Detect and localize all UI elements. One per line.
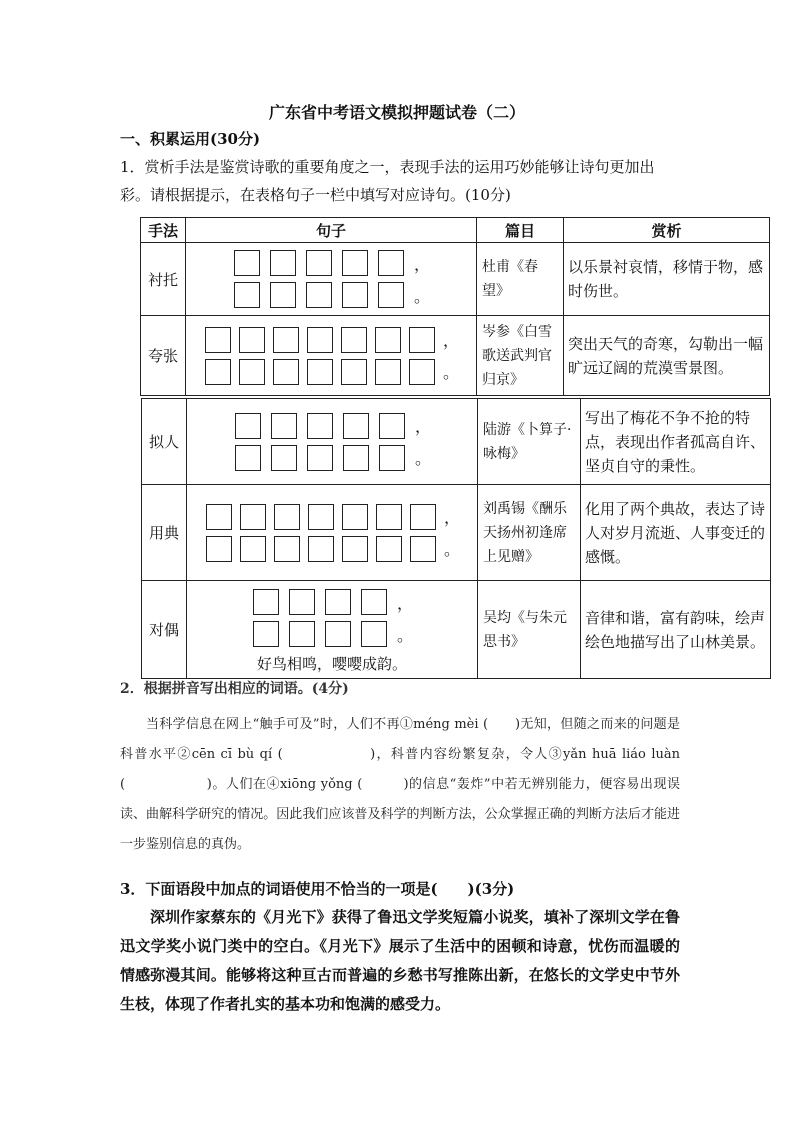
answer-box[interactable]	[234, 250, 260, 276]
answer-box[interactable]	[307, 327, 333, 353]
sentence-cell	[186, 243, 477, 316]
answer-box[interactable]	[307, 413, 333, 439]
table-row	[141, 316, 770, 396]
answer-box[interactable]	[270, 282, 296, 308]
answer-box[interactable]	[379, 413, 405, 439]
answer-box[interactable]	[376, 504, 402, 530]
source-cell: 刘禹锡《酬乐天扬州初逢席上见赠》	[478, 485, 581, 581]
source-cell: 杜甫《春望》	[477, 243, 564, 316]
header-technique: 手法	[141, 218, 186, 243]
appreciation-cell: 以乐景衬哀情，移情于物，感时伤世。	[564, 243, 770, 316]
answer-box[interactable]	[306, 282, 332, 308]
answer-box[interactable]	[239, 359, 265, 385]
answer-box[interactable]	[205, 359, 231, 385]
answer-box[interactable]	[342, 536, 368, 562]
source-cell: 岑参《白雪歌送武判官归京》	[477, 316, 564, 396]
answer-box[interactable]	[306, 250, 332, 276]
punctuation: ，	[414, 254, 431, 274]
answer-box[interactable]	[235, 445, 261, 471]
answer-box[interactable]	[274, 504, 300, 530]
header-appreciation: 赏析	[564, 218, 770, 243]
answer-box[interactable]	[307, 445, 333, 471]
answer-box[interactable]	[343, 413, 369, 439]
punctuation: ，	[444, 508, 461, 527]
given-line: 好鸟相鸣，嘤嘤成韵。	[256, 655, 407, 673]
technique-cell: 衬托	[141, 243, 186, 316]
answer-box[interactable]	[325, 589, 351, 615]
answer-box[interactable]	[271, 413, 297, 439]
question-2-heading: 2．根据拼音写出相应的词语。(4分)	[120, 681, 349, 697]
table-row	[142, 581, 771, 679]
answer-box[interactable]	[378, 282, 404, 308]
answer-box[interactable]	[273, 359, 299, 385]
answer-box[interactable]	[205, 327, 231, 353]
answer-box[interactable]	[270, 250, 296, 276]
source-cell: 吴均《与朱元思书》	[478, 581, 581, 679]
answer-box[interactable]	[234, 282, 260, 308]
answer-box[interactable]	[240, 536, 266, 562]
poetry-table-part2	[141, 398, 771, 679]
punctuation: ，	[397, 593, 414, 613]
answer-box[interactable]	[239, 327, 265, 353]
answer-box[interactable]	[379, 445, 405, 471]
answer-box[interactable]	[253, 621, 279, 647]
answer-box[interactable]	[253, 589, 279, 615]
answer-box[interactable]	[240, 504, 266, 530]
page-title: 广东省中考语文模拟押题试卷（二）	[268, 103, 525, 122]
table-row	[142, 485, 771, 581]
answer-box[interactable]	[410, 536, 436, 562]
question-2-text: 当科学信息在网上“触手可及”时，人们不再①méng mèi ( )无知，但随之而来的问题是科普水平②cēn cī bù qí ( )，科普内容纷繁复杂，令人③yǎn huā liáo luàn ( )。人们在④xiōng yǒng ( )的信息“轰炸”中若无辨别能力，便容易出现误读、曲解科学研究的情况。因此我们应该普及科学的判断方法，公众掌握正确的判断方法后才能进一步鉴别信息的真伪。	[120, 717, 680, 852]
sentence-cell	[187, 485, 478, 581]
answer-box[interactable]	[378, 250, 404, 276]
sentence-cell	[187, 581, 478, 679]
punctuation: 。	[414, 286, 431, 306]
answer-box[interactable]	[376, 536, 402, 562]
technique-cell: 用典	[142, 485, 187, 581]
punctuation: 。	[415, 449, 432, 468]
answer-box[interactable]	[206, 536, 232, 562]
answer-box[interactable]	[375, 327, 401, 353]
table-row	[142, 399, 771, 485]
answer-box[interactable]	[273, 327, 299, 353]
answer-box[interactable]	[235, 413, 261, 439]
appreciation-cell: 写出了梅花不争不抢的特点，表现出作者孤高自许、坚贞自守的秉性。	[581, 399, 771, 485]
answer-box[interactable]	[308, 536, 334, 562]
section-heading: 一、积累运用(30分)	[120, 130, 261, 148]
punctuation: 。	[443, 363, 460, 382]
appreciation-cell: 化用了两个典故，表达了诗人对岁月流逝、人事变迁的感慨。	[581, 485, 771, 581]
answer-box[interactable]	[274, 536, 300, 562]
answer-box[interactable]	[341, 327, 367, 353]
punctuation: ，	[415, 417, 432, 436]
question-3-heading: 3．下面语段中加点的词语使用不恰当的一项是( )(3分)	[120, 880, 515, 898]
technique-cell: 夸张	[141, 316, 186, 396]
answer-box[interactable]	[308, 504, 334, 530]
answer-box[interactable]	[375, 359, 401, 385]
technique-cell: 对偶	[142, 581, 187, 679]
source-cell: 陆游《卜算子·咏梅》	[478, 399, 581, 485]
answer-box[interactable]	[361, 589, 387, 615]
answer-box[interactable]	[289, 621, 315, 647]
technique-cell: 拟人	[142, 399, 187, 485]
header-source: 篇目	[477, 218, 564, 243]
punctuation: 。	[397, 625, 414, 645]
header-sentence: 句子	[186, 218, 477, 243]
answer-box[interactable]	[361, 621, 387, 647]
question-1-text: 1．赏析手法是鉴赏诗歌的重要角度之一，表现手法的运用巧妙能够让诗句更加出彩。请根据提示，在表格句子一栏中填写对应诗句。(10分)	[120, 158, 655, 204]
answer-box[interactable]	[325, 621, 351, 647]
answer-box[interactable]	[271, 445, 297, 471]
answer-box[interactable]	[341, 359, 367, 385]
table-row	[141, 243, 770, 316]
answer-box[interactable]	[409, 359, 435, 385]
punctuation: 。	[444, 540, 461, 559]
answer-box[interactable]	[409, 327, 435, 353]
sentence-cell	[186, 316, 477, 396]
appreciation-cell: 突出天气的奇寒，勾勒出一幅旷远辽阔的荒漠雪景图。	[564, 316, 770, 396]
answer-box[interactable]	[342, 250, 368, 276]
answer-box[interactable]	[342, 282, 368, 308]
answer-box[interactable]	[307, 359, 333, 385]
answer-box[interactable]	[410, 504, 436, 530]
answer-box[interactable]	[206, 504, 232, 530]
answer-box[interactable]	[289, 589, 315, 615]
sentence-cell	[187, 399, 478, 485]
poetry-table-part1	[140, 217, 770, 396]
answer-box[interactable]	[343, 445, 369, 471]
appreciation-cell: 音律和谐，富有韵味，绘声绘色地描写出了山林美景。	[581, 581, 771, 679]
question-3-text: 深圳作家蔡东的《月光下》获得了鲁迅文学奖短篇小说奖，填补了深圳文学在鲁迅文学奖小说门类中的空白。《月光下》展示了生活中的困顿和诗意，忧伤而温暖的情感弥漫其间。能够将这种亘古而普遍的乡愁书写推陈出新，在悠长的文学史中节外生枝，体现了作者扎实的基本功和饱满的感受力。	[120, 908, 680, 1013]
punctuation: ，	[443, 331, 460, 350]
answer-box[interactable]	[342, 504, 368, 530]
